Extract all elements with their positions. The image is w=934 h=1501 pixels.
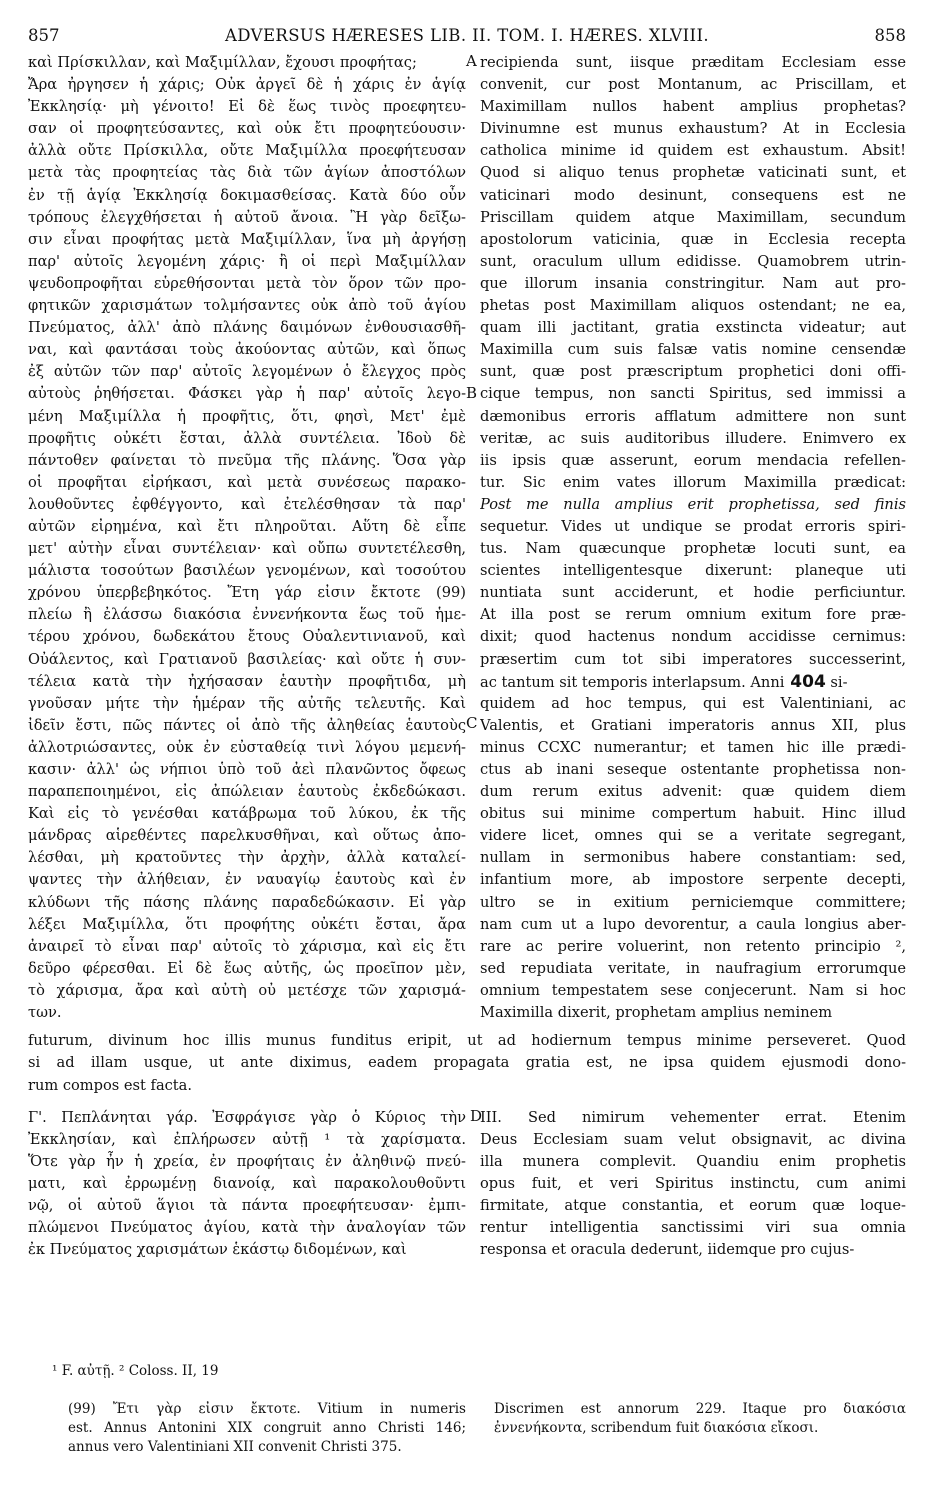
footnote-line: ἐννενήκοντα, scribendum fuit διακόσια εἴκοσι. — [494, 1420, 819, 1436]
margin-marker-b: B — [466, 384, 478, 402]
latin-text-line: præsertim cum tot sibi imperatores successerint, — [480, 650, 906, 668]
latin-text-line: minus CCXC numerantur; et tamen hic ille prædi- — [480, 738, 906, 756]
latin-text-line: phetas post Maximillam aliquos ostendant; ne ea, — [480, 297, 906, 315]
latin-text-line: nuntiata sunt acciderunt, et hodie perficiuntur. — [480, 584, 906, 602]
latin-text-line: iis ipsis quæ asserunt, eorum mendacia refellen- — [480, 451, 906, 469]
greek-text-line: Γ'. Πεπλάνηται γάρ. Ἐσφράγισε γὰρ ὁ Κύριος τὴν — [28, 1108, 466, 1126]
greek-text-line: Ἄρα ἠργησεν ἡ χάρις; Οὐκ ἀργεῖ δὲ ἡ χάρις ἐν ἁγίᾳ — [28, 76, 466, 94]
latin-text-line: obitus sui minime compertum habuit. Hinc illud — [480, 805, 906, 823]
greek-text-line: προφῆτις οὐκέτι ἔσται, ἀλλὰ συντέλεια. Ἰδοὺ δὲ — [28, 429, 466, 447]
margin-marker-d: D — [470, 1106, 483, 1125]
latin-text-line: nullam in sermonibus habere constantiam: sed, — [480, 849, 906, 867]
latin-text-line: Maximilla cum suis falsæ vatis nomine censendæ — [480, 341, 906, 359]
greek-text-line: παρ' αὐτοῖς λεγομένη χάρις· ἢ οἱ περὶ Μαξιμίλλαν — [28, 252, 466, 270]
latin-text-line: dæmonibus erroris afflatum admittere non sunt — [480, 407, 906, 425]
latin-text-line: sed repudiata veritate, in naufragium errorumque — [480, 959, 906, 977]
greek-text-line: λουθοῦντες ἐφθέγγοντο, καὶ ἐτελέσθησαν τὰ παρ' — [28, 495, 466, 513]
greek-text-line: πλείω ἢ ἐλάσσω διακόσια ἐννενήκοντα ἕως τοῦ ἡμε- — [28, 606, 466, 624]
latin-text-line: Valentis, et Gratiani imperatoris annus XII, plus — [480, 716, 906, 734]
footnote-left — [68, 1400, 466, 1457]
greek-text-line: ἐξ αὐτῶν τῶν παρ' αὐτοῖς λεγομένων ὁ ἔλεγχος πρὸς — [28, 363, 466, 381]
latin-text-line: quam illi jactitant, gratia exstincta videatur; aut — [480, 319, 906, 337]
greek-text-line: κασιν· ἀλλ' ὡς νήπιοι ὑπὸ τοῦ ἀεὶ πλανῶντος ὄφεως — [28, 761, 466, 778]
latin-text-line: apostolorum vaticinia, quæ in Ecclesia recepta — [480, 230, 906, 248]
greek-text-line: μάλιστα τοσούτων βασιλέων γενομένων, καὶ τοσούτου — [28, 562, 466, 580]
greek-text-line: μετ' αὐτὴν εἶναι συντέλειαν· καὶ οὔπω συντετέλεσθη, — [28, 540, 466, 558]
greek-text-line: Καὶ εἰς τὸ γενέσθαι κατάβρωμα τοῦ λύκου, ἐκ τῆς — [28, 805, 466, 823]
greek-text-line: χρόνου ὑπερβεβηκότος. Ἔτη γάρ εἰσιν ἔκτοτε (99) — [28, 584, 466, 602]
latin-text-line: tur. Sic enim vates illorum Maximilla prædicat: — [480, 473, 906, 491]
page-mark-number: 404 — [784, 671, 826, 692]
latin-text-line: Maximillam nullos habent amplius prophetas? — [480, 98, 906, 116]
footnote-line: (99) Ἔτι γὰρ εἰσιν ἔκτοτε. Vitium in numeris — [68, 1401, 466, 1417]
latin-text-line: catholica minime id quidem est exhaustum. Absit! — [480, 142, 906, 160]
footnote-line: Discrimen est annorum 229. Itaque pro διακόσια — [494, 1401, 906, 1417]
latin-text-line: que illorum insania constringitur. Nam aut pro- — [480, 274, 906, 292]
greek-text-line: αὐτῶν εἰρημένα, καὶ ἔτι πληροῦται. Αὕτη δὲ εἶπε — [28, 517, 466, 535]
running-title: ADVERSUS HÆRESES LIB. II. TOM. I. HÆRES. XLVIII. — [224, 26, 710, 45]
greek-text-line: παραπεποιημένοι, εἰς ἀπώλειαν ἑαυτοὺς ἐκδεδώκασι. — [28, 783, 466, 801]
greek-text-line: τρόπους ἐλεγχθήσεται ἡ αὐτοῦ ἄνοια. Ἢ γὰρ δεῖξω- — [28, 208, 466, 226]
greek-text-line: γνοῦσαν μήτε τὴν ἡμέραν τῆς αὐτῆς τελευτῆς. Καὶ — [28, 694, 466, 712]
latin-text-line: ctus ab inani seseque ostentante prophetissa non- — [480, 761, 906, 778]
latin-text-line: omnium tempestatem sese conjecerunt. Nam si hoc — [480, 981, 906, 999]
greek-text-line: φητικῶν χαρισμάτων τολμήσαντες οὐκ ἀπὸ τοῦ ἁγίου — [28, 297, 466, 315]
greek-text-line: λέσθαι, μὴ κρατοῦντες τὴν ἀρχὴν, ἀλλὰ καταλεί- — [28, 849, 466, 867]
greek-text-line: σιν εἶναι προφήτας μετὰ Μαξιμίλλαν, ἵνα μὴ ἀργήσῃ — [28, 230, 466, 248]
greek-text-line: κλύδωνι τῆς πάσης πλάνης παραδεδώκασιν. Εἰ γὰρ — [28, 893, 466, 911]
greek-text-line: ἀλλὰ οὔτε Πρίσκιλλα, οὔτε Μαξιμίλλα προεφήτευσαν — [28, 142, 466, 160]
greek-column — [28, 52, 466, 1024]
greek-text-line: νῷ, οἱ αὐτοῦ ἅγιοι τὰ πάντα προεφήτευσαν· ἐμπι- — [28, 1197, 466, 1215]
section-2 — [28, 1107, 906, 1267]
latin-text-line: veritæ, ac suis auditoribus illudere. Enimvero ex — [480, 429, 906, 447]
page-number-left: 857 — [28, 26, 60, 45]
latin-text-line: Deus Ecclesiam suam velut obsignavit, ac divina — [480, 1130, 906, 1148]
greek-column-2 — [28, 1107, 466, 1262]
greek-text-line: ἐν τῇ ἁγίᾳ Ἐκκλησίᾳ δοκιμασθείσας. Κατὰ δύο οὖν — [28, 186, 466, 204]
latin-text-line: rare ac perire voluerint, non retento principio ², — [480, 937, 906, 955]
footnote-line: est. Annus Antonini XIX congruit anno Christi 146; — [68, 1420, 466, 1436]
greek-text-line: οἱ προφῆται εἰρήκασι, καὶ μετὰ συνέσεως παρακο- — [28, 473, 466, 491]
greek-text-line: Ὅτε γὰρ ἦν ἡ χρεία, ἐν προφήταις ἐν ἀληθινῷ πνεύ- — [28, 1152, 466, 1170]
greek-text-line: μετὰ τὰς προφητείας τὰς διὰ τῶν ἁγίων ἀποστόλων — [28, 164, 466, 182]
greek-text-line: ψευδοπροφῆται εὑρεθήσονται μετὰ τὸν ὅρον τῶν προ- — [28, 274, 466, 292]
latin-text-line: videre licet, omnes qui se a veritate segregant, — [480, 827, 906, 845]
latin-text-line: convenit, cur post Montanum, ac Priscillam, et — [480, 76, 906, 94]
latin-text-line: Post me nulla amplius erit prophetissa, sed finis — [480, 495, 906, 513]
footnote-refs: ¹ F. αὐτῇ. ² Coloss. II, 19 — [52, 1363, 219, 1379]
footnote-right — [494, 1400, 906, 1438]
latin-text-line: ac tantum sit temporis interlapsum. Anni 404 si- — [480, 671, 848, 692]
latin-column — [480, 52, 906, 1024]
latin-text-line: firmitate, atque constantia, et eorum quæ loque- — [480, 1197, 906, 1215]
greek-text-line: ἐκ Πνεύματος χαρισμάτων ἑκάστῳ διδομένων, καὶ — [28, 1241, 407, 1259]
running-header — [28, 22, 906, 52]
greek-text-line: τέλεια κατὰ τὴν ἠχήσασαν ἑαυτὴν προφῆτιδα, μὴ — [28, 672, 466, 690]
full-width-paragraph — [28, 1030, 906, 1096]
latin-text-line: nam cum ut a lupo devorentur, a caula longius aber- — [480, 915, 906, 933]
full-width-line: futurum, divinum hoc illis munus funditus eripit, ut ad hodiernum tempus minime perseveret. Quod — [28, 1032, 906, 1050]
latin-text-line: responsa et oracula dederunt, iidemque pro cujus- — [480, 1241, 855, 1259]
greek-text-line: των. — [28, 1004, 62, 1022]
full-width-line: si ad illam usque, ut ante diximus, eadem propagata gratia est, ne ipsa quidem ejusmodi dono- — [28, 1054, 906, 1072]
latin-text-line: infantium more, ab impostore serpente decepti, — [480, 871, 906, 889]
latin-text-line: Priscillam quidem atque Maximillam, secundum — [480, 208, 906, 226]
greek-text-line: πλώμενοι Πνεύματος ἁγίου, κατὰ τὴν ἀναλογίαν τῶν — [28, 1219, 466, 1237]
latin-text-line: sunt, oraculum ullum edidisse. Quamobrem utrin- — [480, 252, 906, 270]
latin-text-line: Quod si aliquo tenus prophetæ vaticinati sunt, et — [480, 164, 906, 182]
latin-text-line: rentur intelligentia sanctissimi viri sua omnia — [480, 1219, 906, 1237]
page-mark-suffix: si- — [825, 673, 848, 691]
section-1 — [28, 52, 906, 1022]
latin-text-line: illa munera complevit. Quandiu enim prophetis — [480, 1152, 906, 1170]
latin-text-line: quidem ad hoc tempus, qui est Valentiniani, ac — [480, 694, 906, 712]
page-number-right: 858 — [874, 26, 906, 45]
latin-text-line: sequetur. Vides ut undique se prodat erroris spiri- — [480, 517, 906, 535]
greek-text-line: ψαντες τὴν ἀλήθειαν, ἐν ναυαγίῳ ἑαυτοὺς καὶ ἐν — [28, 871, 466, 889]
greek-text-line: πάντοθεν φαίνεται τὸ πνεῦμα τῆς πλάνης. Ὅσα γὰρ — [28, 451, 466, 469]
greek-text-line: ἰδεῖν ἔστι, πῶς πάντες οἱ ἀπὸ τῆς ἀληθείας ἑαυτοὺς — [28, 716, 466, 734]
latin-text-line: cique tempus, non sancti Spiritus, sed immissi a — [480, 385, 906, 403]
latin-text-line: Divinumne est munus exhaustum? At in Ecclesia — [480, 120, 906, 138]
latin-text-line: vaticinari modo desinunt, consequens est ne — [480, 186, 906, 204]
margin-marker-c: C — [466, 714, 478, 732]
greek-text-line: μάνδρας αἱρεθέντες παρελκυσθῆναι, καὶ οὕτως ἀπο- — [28, 827, 466, 845]
latin-column-2 — [480, 1107, 906, 1262]
greek-text-line: αὐτοὺς ῥηθήσεται. Φάσκει γὰρ ἡ παρ' αὐτοῖς λεγο- — [28, 385, 466, 403]
greek-text-line: Οὐάλεντος, καὶ Γρατιανοῦ βασιλείας· καὶ οὔτε ἡ συν- — [28, 650, 466, 668]
document-page — [28, 22, 906, 1455]
greek-text-line: Ἐκκλησίαν, καὶ ἐπλήρωσεν αὐτῇ ¹ τὰ χαρίσματα. — [28, 1130, 466, 1148]
footnote-line: annus vero Valentiniani XII convenit Christi 375. — [68, 1439, 402, 1455]
latin-text-line: sunt, quæ post præscriptum prophetici doni offi- — [480, 363, 906, 381]
latin-text-line: dum rerum exitus advenit: quæ quidem diem — [480, 783, 906, 801]
latin-text-line: ultro se in exitium perniciemque committere; — [480, 893, 906, 911]
full-width-line: rum compos est facta. — [28, 1076, 193, 1094]
greek-text-line: ἀλλοτριώσαντες, οὐκ ἐν εὐσταθείᾳ τινὶ λόγου μεμενή- — [28, 738, 466, 756]
greek-text-line: σαν οἱ προφητεύσαντες, καὶ οὐκ ἔτι προφητεύουσιν· — [28, 120, 466, 138]
greek-text-line: λέξει Μαξιμίλλα, ὅτι προφήτης οὐκέτι ἔσται, ἄρα — [28, 915, 466, 933]
latin-text-line: At illa post se rerum omnium exitum fore præ- — [480, 606, 906, 624]
latin-text-line: opus fuit, et veri Spiritus instinctu, cum animi — [480, 1174, 906, 1192]
greek-text-line: μένη Μαξιμίλλα ἡ προφῆτις, ὅτι, φησὶ, Μετ' ἐμὲ — [28, 407, 466, 425]
greek-text-line: ματι, καὶ ἐρρωμένῃ διανοίᾳ, καὶ παρακολουθοῦντι — [28, 1174, 466, 1192]
greek-text-line: ναι, καὶ φαντάσαι τοὺς ἀκούοντας αὐτῶν, καὶ ὅπως — [28, 341, 466, 359]
greek-text-line: ἀναιρεῖ τὸ εἶναι παρ' αὐτοῖς τὸ χάρισμα, καὶ εἰς ἔτι — [28, 937, 466, 955]
margin-marker-a: A — [466, 52, 477, 70]
greek-text-line: καὶ Πρίσκιλλαν, καὶ Μαξιμίλλαν, ἔχουσι προφήτας; — [28, 54, 417, 71]
latin-text-line: dixit; quod hactenus nondum accidisse cernimus: — [480, 628, 906, 646]
latin-text-line: scientes intelligentesque dixerunt: planeque uti — [480, 562, 906, 580]
greek-text-line: Πνεύματος, ἀλλ' ἀπὸ πλάνης δαιμόνων ἐνθουσιασθῆ- — [28, 319, 466, 337]
latin-text-line: Maximilla dixerit, prophetam amplius neminem — [480, 1004, 833, 1022]
greek-text-line: δεῦρο φέρεσθαι. Εἰ δὲ ἕως αὐτῆς, ὡς προεῖπον μὲν, — [28, 959, 466, 977]
greek-text-line: Ἐκκλησίᾳ· μὴ γένοιτο! Εἰ δὲ ἕως τινὸς προεφητευ- — [28, 98, 466, 116]
greek-text-line: τέρου χρόνου, δωδεκάτου ἔτους Οὐαλεντινιανοῦ, καὶ — [28, 628, 466, 646]
greek-text-line: τὸ χάρισμα, ἄρα καὶ αὐτὴ οὐ μετέσχε τῶν χαρισμά- — [28, 981, 466, 999]
latin-text-line: tus. Nam quæcunque prophetæ locuti sunt, ea — [480, 540, 906, 558]
latin-text-line: III. Sed nimirum vehementer errat. Etenim — [480, 1108, 906, 1126]
latin-text-line: recipienda sunt, iisque præditam Ecclesiam esse — [480, 54, 906, 71]
